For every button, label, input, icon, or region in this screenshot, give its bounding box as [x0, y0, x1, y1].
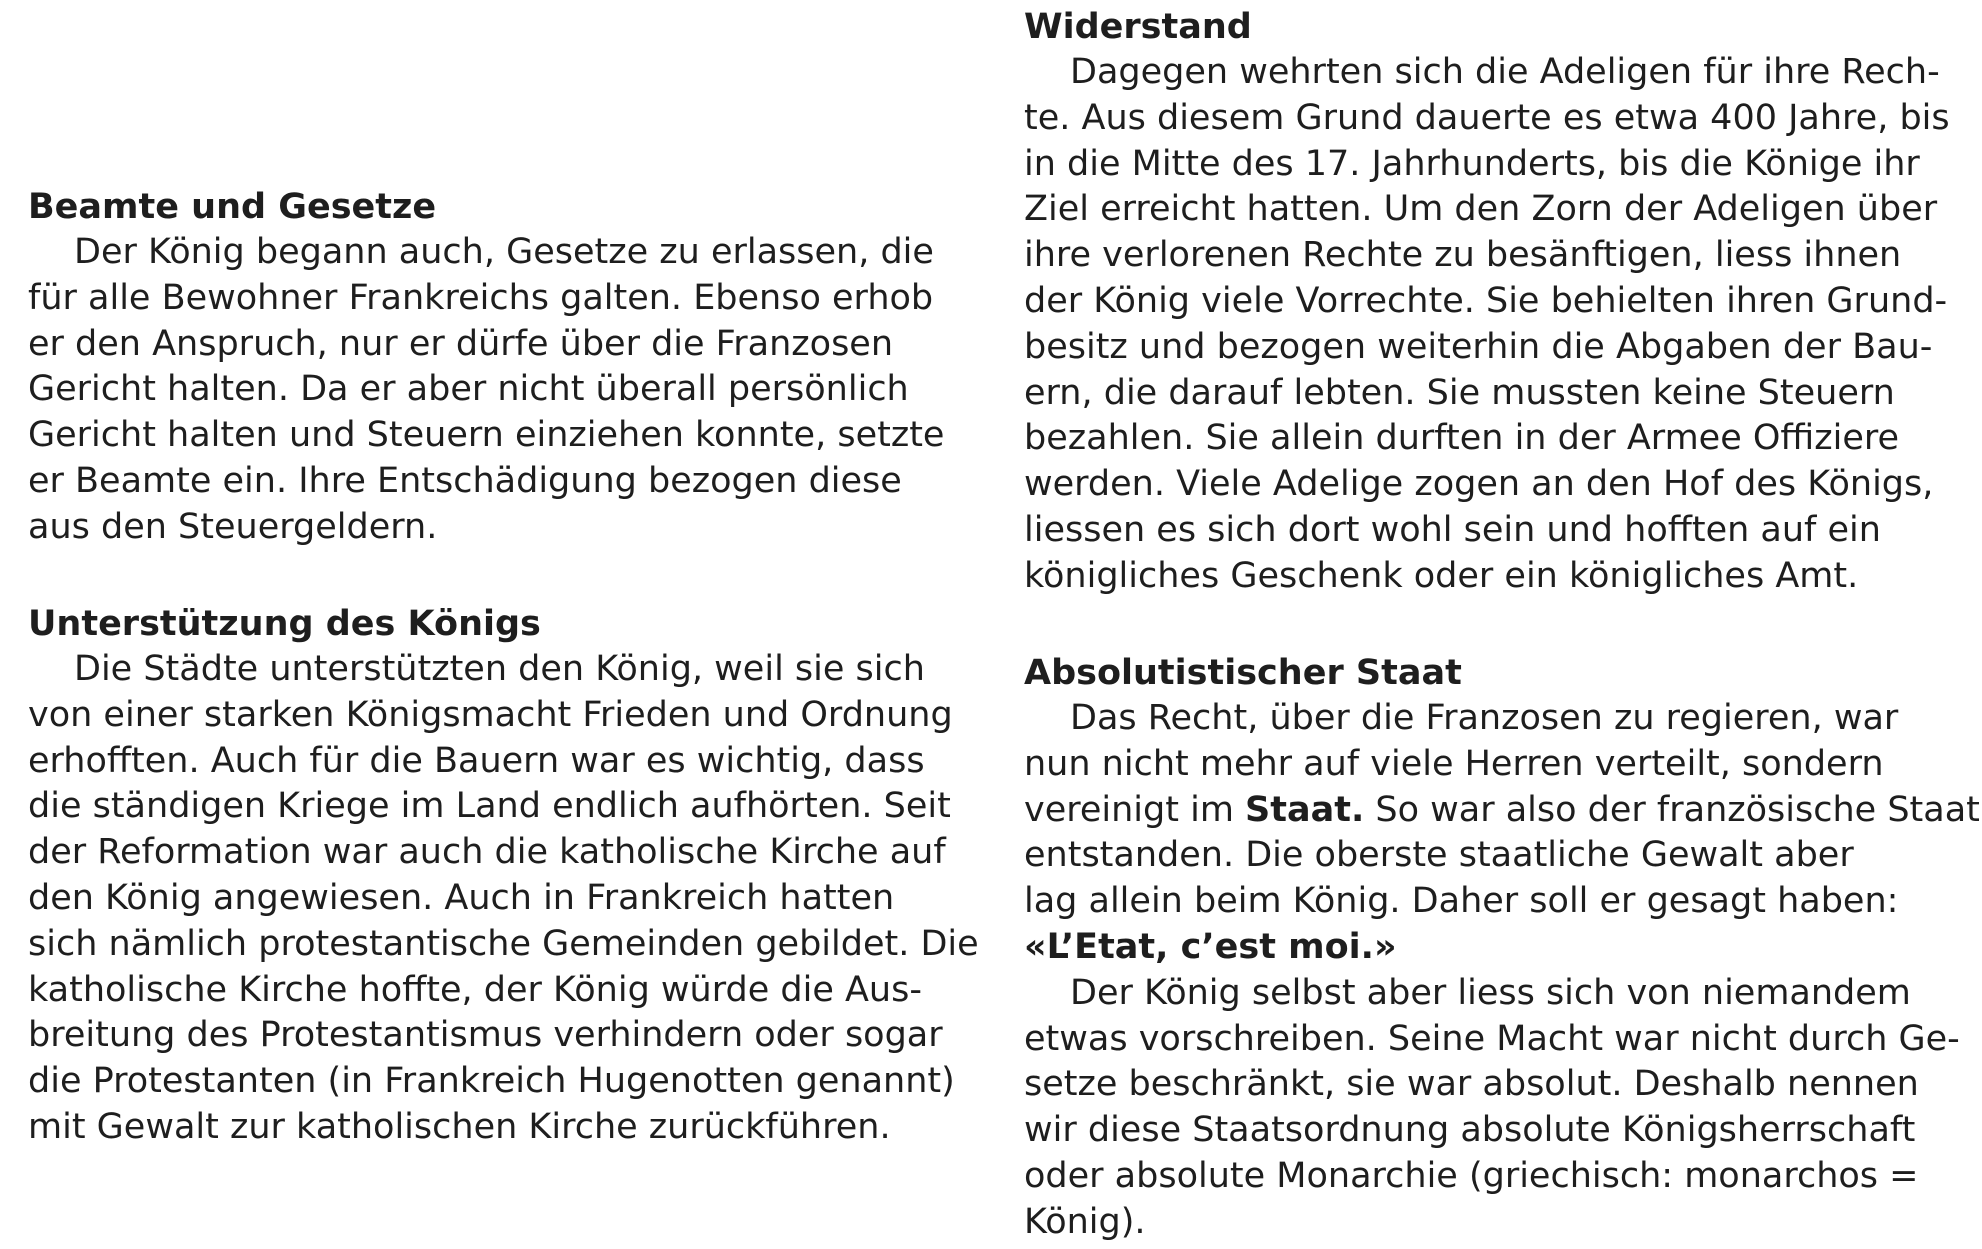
text-line: ern, die darauf lebten. Sie mussten keine Steuern — [1024, 372, 1895, 413]
text-line: setze beschränkt, sie war absolut. Deshalb nennen — [1024, 1064, 1919, 1105]
section-heading: Unterstützung des Königs — [28, 604, 541, 644]
text-line: königliches Geschenk oder ein königliches Amt. — [1024, 555, 1859, 596]
text-line: Gericht halten und Steuern einziehen konnte, setzte — [28, 415, 945, 456]
text-line: oder absolute Monarchie (griechisch: monarchos = — [1024, 1155, 1919, 1196]
section-heading: Beamte und Gesetze — [28, 187, 437, 227]
text-line: Dagegen wehrten sich die Adeligen für ihre Rech- — [1070, 52, 1940, 92]
text-line: der Reformation war auch die katholische Kirche auf — [28, 832, 946, 873]
section-absolutistischer-staat — [1024, 650, 1980, 1246]
bold-term-staat: Staat. — [1245, 789, 1365, 830]
text-line: die ständigen Kriege im Land endlich aufhörten. Seit — [28, 786, 951, 827]
text-line: ihre verlorenen Rechte zu besänftigen, liess ihnen — [1024, 235, 1902, 276]
text-line: mit Gewalt zur katholischen Kirche zurückführen. — [28, 1106, 891, 1147]
section-heading: Absolutistischer Staat — [1024, 653, 1462, 693]
text-line: den König angewiesen. Auch in Frankreich hatten — [28, 877, 895, 918]
text-line: für alle Bewohner Frankreichs galten. Ebenso erhob — [28, 277, 934, 318]
text-line: katholische Kirche hoffte, der König würde die Aus- — [28, 969, 922, 1010]
text-line: König). — [1024, 1201, 1146, 1242]
text-line: der König viele Vorrechte. Sie behielten ihren Grund- — [1024, 280, 1948, 321]
text-line: werden. Viele Adelige zogen an den Hof des Königs, — [1024, 464, 1934, 505]
text-line: in die Mitte des 17. Jahrhunderts, bis die Könige ihr — [1024, 143, 1920, 184]
text-line — [1024, 788, 1980, 834]
text-line: Der König begann auch, Gesetze zu erlassen, die — [74, 232, 934, 272]
text-line: etwas vorschreiben. Seine Macht war nicht durch Ge- — [1024, 1018, 1960, 1059]
section-heading: Widerstand — [1024, 7, 1252, 47]
text-line: Ziel erreicht hatten. Um den Zorn der Adeligen über — [1024, 189, 1938, 230]
text-line: er den Anspruch, nur er dürfe über die Franzosen — [28, 323, 894, 364]
text-line: breitung des Protestantismus verhindern oder sogar — [28, 1015, 943, 1056]
text-line: Die Städte unterstützten den König, weil sie sich — [74, 649, 925, 689]
text-line: wir diese Staatsordnung absolute Königsherrschaft — [1024, 1110, 1916, 1151]
text-line: besitz und bezogen weiterhin die Abgaben der Bau- — [1024, 326, 1933, 367]
text-line: te. Aus diesem Grund dauerte es etwa 400 Jahre, bis — [1024, 97, 1950, 138]
text-line: aus den Steuergeldern. — [28, 506, 438, 547]
quote-line: «L’Etat, c’est moi.» — [1024, 926, 1397, 967]
text-line: bezahlen. Sie allein durften in der Armee Offiziere — [1024, 418, 1900, 459]
text-line: Gericht halten. Da er aber nicht überall persönlich — [28, 369, 909, 410]
section-widerstand — [1024, 4, 1969, 600]
text-segment: So war also der französische Staat — [1364, 789, 1980, 830]
text-line: die Protestanten (in Frankreich Hugenotten genannt) — [28, 1061, 955, 1102]
section-unterstuetzung-des-koenigs — [28, 601, 983, 1151]
section-beamte-und-gesetze — [28, 184, 983, 551]
text-segment: vereinigt im — [1024, 789, 1246, 830]
text-line: nun nicht mehr auf viele Herren verteilt, sondern — [1024, 743, 1884, 784]
text-line: er Beamte ein. Ihre Entschädigung bezogen diese — [28, 460, 902, 501]
text-line: liessen es sich dort wohl sein und hofften auf ein — [1024, 509, 1881, 550]
text-line: Das Recht, über die Franzosen zu regieren, war — [1070, 698, 1899, 738]
text-line: sich nämlich protestantische Gemeinden gebildet. Die — [28, 923, 979, 964]
text-line: Der König selbst aber liess sich von niemandem — [1070, 972, 1911, 1013]
text-line: lag allein beim König. Daher soll er gesagt haben: — [1024, 881, 1899, 922]
text-line: entstanden. Die oberste staatliche Gewalt aber — [1024, 835, 1854, 876]
text-line: erhofften. Auch für die Bauern war es wichtig, dass — [28, 740, 925, 781]
text-line: von einer starken Königsmacht Frieden und Ordnung — [28, 694, 953, 735]
